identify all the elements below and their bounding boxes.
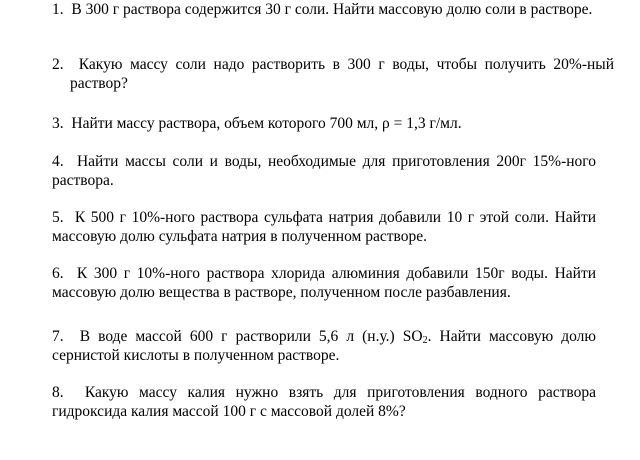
problem-6 bbox=[52, 264, 596, 302]
problem-number: 6. bbox=[52, 265, 64, 282]
problem-number: 1. bbox=[52, 1, 64, 18]
problem-3 bbox=[52, 114, 596, 133]
problem-4 bbox=[52, 152, 596, 190]
problem-number: 4. bbox=[52, 153, 64, 170]
problem-2 bbox=[52, 55, 614, 93]
problem-number: 2. bbox=[52, 56, 64, 73]
problem-1 bbox=[52, 0, 614, 19]
problem-number: 8. bbox=[52, 384, 64, 401]
problem-7 bbox=[52, 327, 596, 365]
problem-text: К 500 г 10%-ного раствора сульфата натрия добавили 10 г этой соли. Найти массовую долю сульфата натрия в полученном растворе. bbox=[52, 209, 597, 245]
problem-text: Найти массу раствора, объем которого 700 мл, ρ = 1,3 г/мл. bbox=[71, 115, 462, 132]
problem-number: 3. bbox=[52, 115, 64, 132]
problem-number: 7. bbox=[52, 328, 64, 345]
problem-text: Найти массы соли и воды, необходимые для приготовления 200г 15%-ного раствора. bbox=[52, 153, 596, 189]
problem-text: К 300 г 10%-ного раствора хлорида алюминия добавили 150г воды. Найти массовую долю вещества в растворе, полученном после разбавления. bbox=[52, 265, 597, 301]
problem-text: Какую массу соли надо растворить в 300 г воды, чтобы получить 20%-ный раствор? bbox=[70, 56, 615, 92]
problem-text: В 300 г раствора содержится 30 г соли. Найти массовую долю соли в растворе. bbox=[71, 1, 593, 18]
problem-text-after: . Найти массовую долю сернистой кислоты в полученном растворе. bbox=[52, 328, 596, 364]
problem-text: Какую массу калия нужно взять для приготовления водного раствора гидроксида калия массой 100 г с массовой долей 8%? bbox=[52, 384, 596, 420]
problem-text-before: В воде массой 600 г растворили 5,6 л (н.у.) SO bbox=[79, 328, 423, 345]
problem-number: 5. bbox=[52, 209, 64, 226]
subscript: 2 bbox=[422, 335, 428, 346]
problem-5 bbox=[52, 208, 596, 246]
problem-8 bbox=[52, 383, 596, 421]
